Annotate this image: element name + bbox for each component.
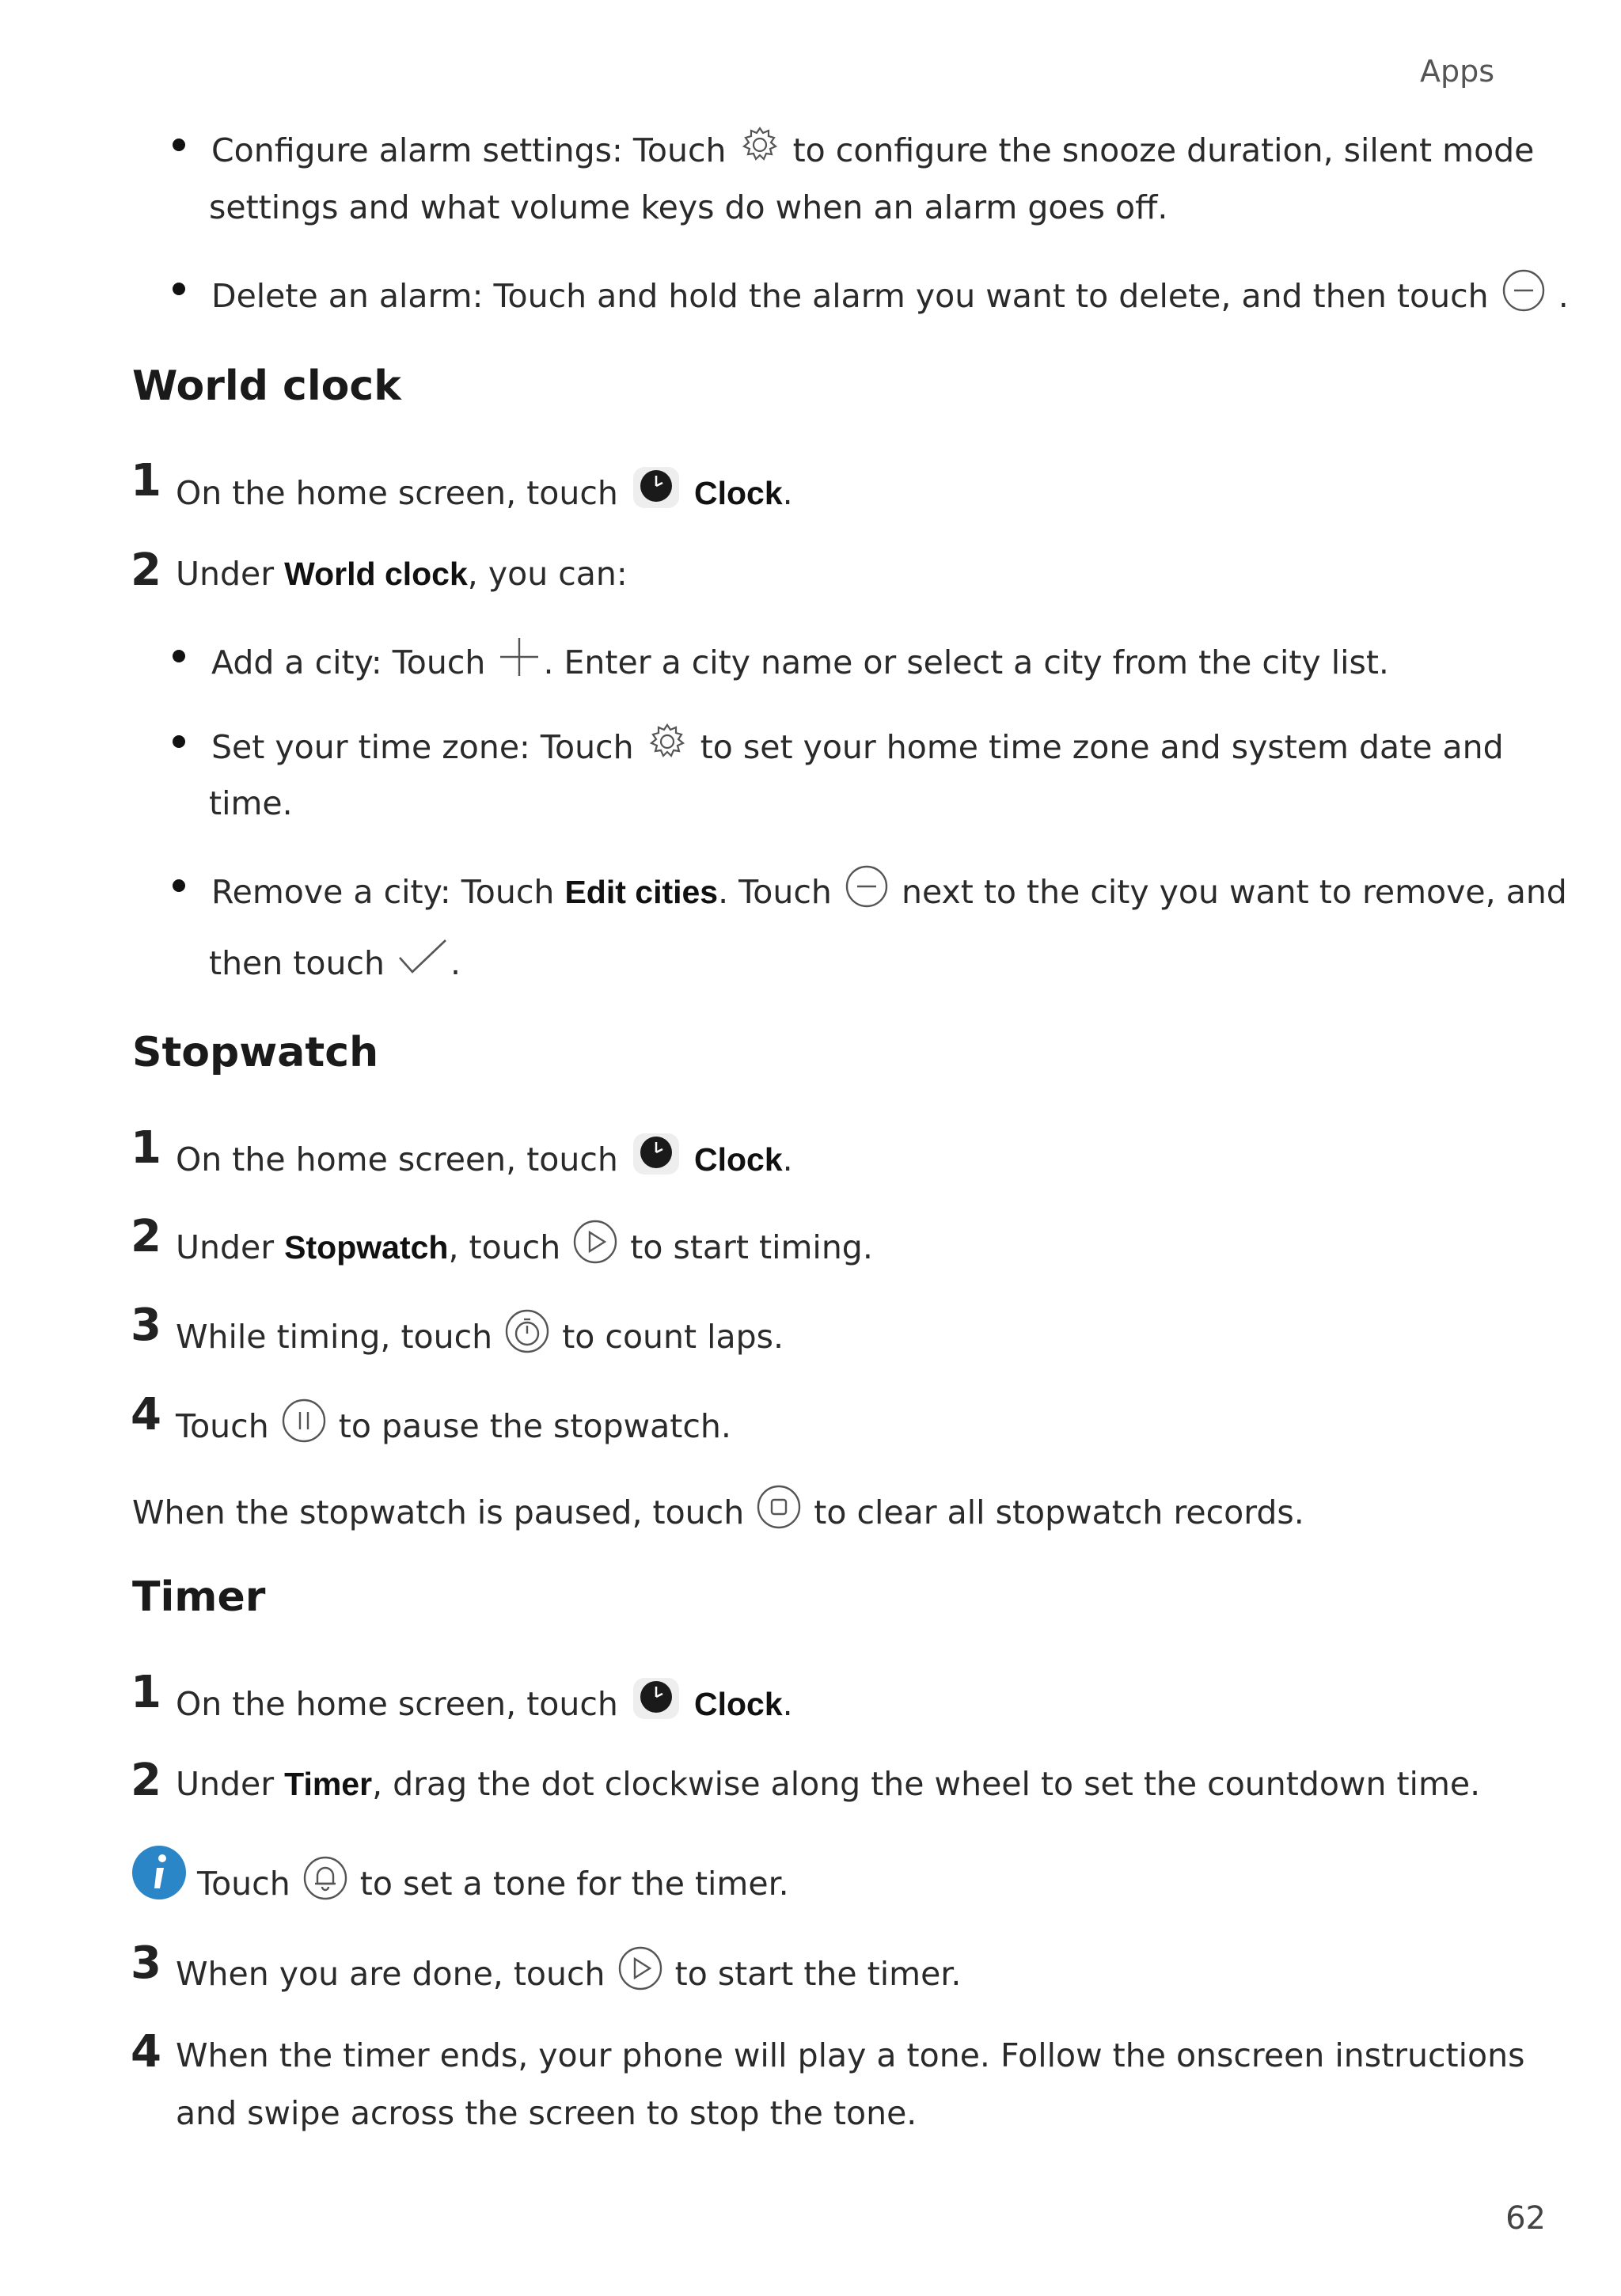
stopwatch-step4: [176, 1399, 731, 1458]
step-number: 1: [131, 1122, 161, 1174]
text: next to the city you want to remove, and: [901, 873, 1567, 912]
timer-step4-line2: and swipe across the screen to stop the tone.: [176, 2094, 917, 2132]
heading-stopwatch: Stopwatch: [132, 1029, 379, 1076]
text: On the home screen, touch: [176, 1685, 618, 1724]
bullet: [173, 879, 185, 892]
step-number: 4: [131, 2026, 161, 2078]
remove-city-line: [211, 865, 1567, 924]
text: Touch: [197, 1865, 290, 1903]
play-icon: [616, 1944, 665, 2002]
text: Touch: [176, 1407, 269, 1446]
running-header: Apps: [1419, 54, 1494, 89]
step-number: 1: [131, 1667, 161, 1718]
configure-alarm-line: [211, 125, 1534, 180]
play-icon: [571, 1217, 620, 1276]
bullet: [173, 650, 185, 662]
step-number: 4: [131, 1389, 161, 1440]
text: .: [782, 1140, 793, 1179]
gear-icon: [737, 122, 783, 177]
text: Set your time zone: Touch: [211, 728, 634, 767]
text: then touch: [209, 944, 385, 983]
step-number: 2: [131, 1755, 161, 1806]
clock-app-icon: [628, 462, 684, 522]
timer-step2: [176, 1764, 1480, 1805]
text: Under: [176, 555, 275, 593]
text: to configure the snooze duration, silent mode: [792, 131, 1535, 170]
timer-step4-line1: When the timer ends, your phone will play a tone. Follow the onscreen instructions: [176, 2036, 1525, 2074]
bullet: [173, 139, 185, 151]
text: . Enter a city name or select a city from the city list.: [543, 643, 1389, 682]
step-number: 2: [131, 1211, 161, 1262]
text: While timing, touch: [176, 1318, 493, 1357]
minus-circle-icon: [1499, 266, 1548, 324]
clock-label: Clock: [694, 475, 783, 512]
text: Under: [176, 1765, 275, 1803]
add-city-line: [211, 636, 1389, 693]
delete-alarm-line: [211, 269, 1569, 328]
stopwatch-step2: [176, 1220, 873, 1279]
text: When the stopwatch is paused, touch: [132, 1493, 745, 1532]
world-clock-step1: [176, 465, 793, 526]
time-zone-line: [211, 722, 1504, 777]
heading-timer: Timer: [132, 1573, 266, 1621]
bold-term: World clock: [284, 556, 468, 592]
pause-icon: [279, 1396, 328, 1455]
text: . Touch: [718, 873, 832, 912]
clock-app-icon: [628, 1129, 684, 1189]
text: On the home screen, touch: [176, 1140, 618, 1179]
step-number: 1: [131, 455, 161, 507]
text: .: [1558, 277, 1569, 316]
step-number: 3: [131, 1937, 161, 1989]
stopwatch-note: [132, 1486, 1304, 1544]
text: , touch: [448, 1228, 561, 1267]
text: to start timing.: [630, 1228, 873, 1267]
bell-icon: [301, 1854, 350, 1912]
text: Configure alarm settings: Touch: [211, 131, 727, 170]
clock-label: Clock: [694, 1141, 783, 1178]
text: , drag the dot clockwise along the wheel to set the countdown time.: [372, 1765, 1481, 1803]
text: Under: [176, 1228, 275, 1267]
minus-circle-icon: [842, 862, 891, 920]
heading-world-clock: World clock: [132, 362, 401, 410]
text: .: [782, 1685, 793, 1724]
text: to start the timer.: [674, 1955, 962, 1994]
info-icon: [131, 1844, 188, 1904]
checkmark-icon: [395, 935, 450, 989]
stopwatch-step1: [176, 1132, 793, 1192]
plus-icon: [495, 633, 543, 690]
bullet: [173, 283, 185, 295]
text: Delete an alarm: Touch and hold the alarm you want to delete, and then touch: [211, 277, 1489, 316]
text: .: [450, 944, 461, 983]
step-number: 3: [131, 1300, 161, 1351]
text: When you are done, touch: [176, 1955, 606, 1994]
timer-step3: [176, 1947, 961, 2006]
clock-app-icon: [628, 1673, 684, 1733]
text: to set your home time zone and system date and: [700, 728, 1504, 767]
stopwatch-step3: [176, 1310, 784, 1368]
step-number: 2: [131, 545, 161, 596]
text: , you can:: [467, 555, 628, 593]
stop-icon: [754, 1482, 803, 1541]
text: to set a tone for the timer.: [359, 1865, 789, 1903]
page-number: 62: [1505, 2200, 1546, 2237]
bold-term: Stopwatch: [284, 1229, 449, 1266]
world-clock-step2: [176, 554, 628, 594]
clock-label: Clock: [694, 1686, 783, 1723]
gear-icon: [644, 719, 690, 774]
text: Remove a city: Touch: [211, 873, 555, 912]
text: .: [782, 474, 793, 513]
remove-city-cont: [209, 939, 461, 992]
timer-tip: [197, 1857, 789, 1915]
stopwatch-lap-icon: [503, 1307, 552, 1365]
bold-term: Timer: [284, 1766, 373, 1802]
bold-term: Edit cities: [564, 874, 719, 911]
timer-step1: [176, 1676, 793, 1736]
bullet: [173, 735, 185, 748]
text: to clear all stopwatch records.: [814, 1493, 1304, 1532]
text: On the home screen, touch: [176, 474, 618, 513]
text: Add a city: Touch: [211, 643, 486, 682]
text: to count laps.: [562, 1318, 784, 1357]
time-zone-cont: time.: [209, 784, 293, 822]
configure-alarm-cont: settings and what volume keys do when an alarm goes off.: [209, 188, 1168, 226]
text: to pause the stopwatch.: [338, 1407, 731, 1446]
